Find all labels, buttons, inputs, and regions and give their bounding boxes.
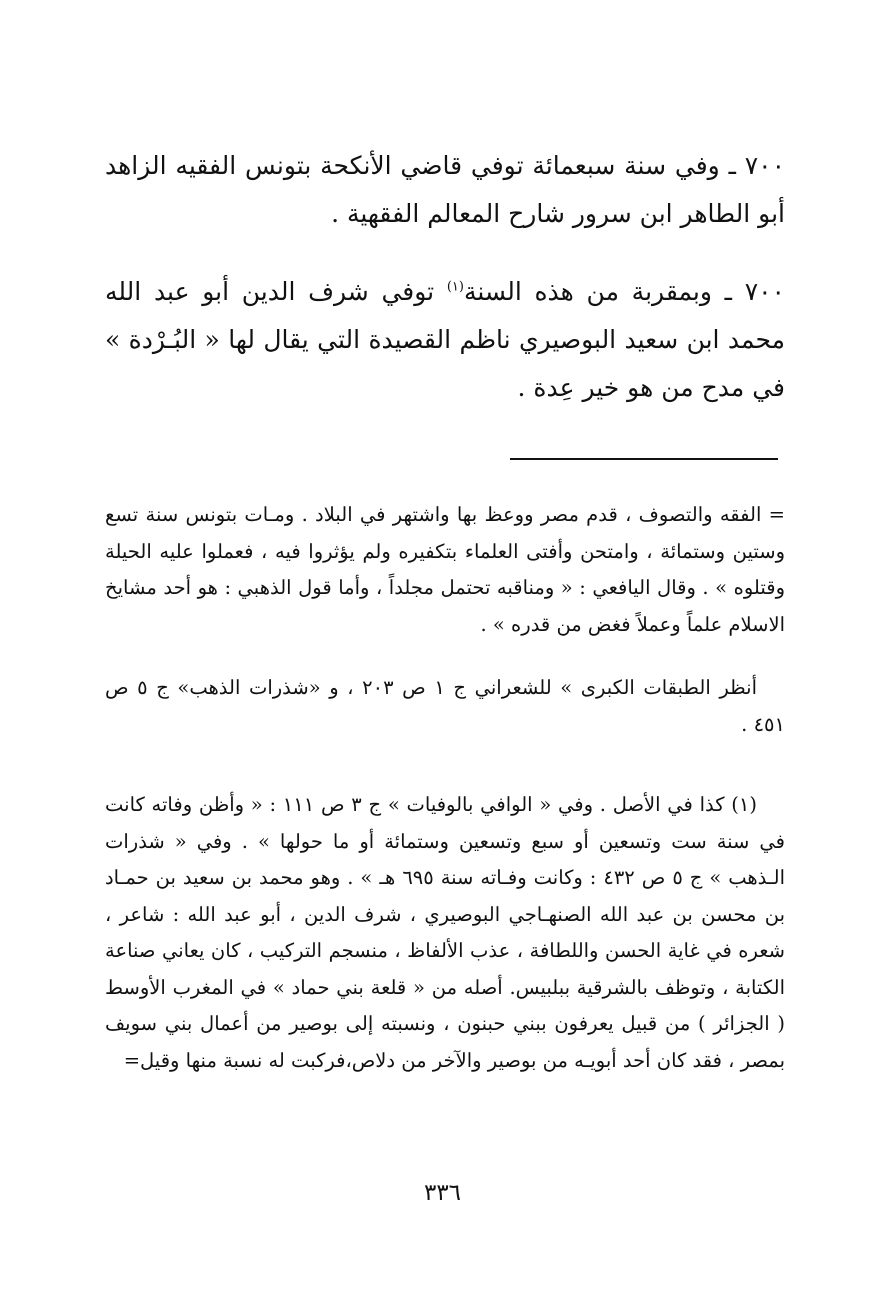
footnote-marker: (١) [446,279,464,295]
page-number: ٣٣٦ [423,1180,462,1206]
entry-number: ٧٠٠ [744,277,785,306]
footnote-1-text: (١) كذا في الأصل . وفي « الوافي بالوفيات » ج ٣ ص ١١١ : « وأظن وفاته كانت في سنة ست وتسعين أو سبع وتسعين وستمائة أو ما حولها » . وفي « شذرات الـذهب » ج ٥ ص ٤٣٢ : وكانت وفـاته سنة ٦٩٥ هـ » . وهو محمد بن سعيد بن حمـاد بن محسن بن عبد الله الصنهـاجي البوصيري ، شرف الدين ، أبو عبد الله : شاعر ، شعره في غاية الحسن واللطافة ، عذب الألفاظ ، منسجم التركيب ، كان يعاني صناعة الكتابة ، وتوظف بالشرقية ببلبيس. أصله من « قلعة بني حماد » في المغرب الأوسط ( الجزائر ) من قبيل يعرفون ببني حبنون ، ونسبته إلى بوصير من أعمال بني سويف بمصر ، فقد كان أحد أبويـه من بوصير والآخر من دلاص،فركبت له نسبة منها وقيل= [105,793,785,1072]
entry-text-after-note: توفي شرف الدين أبو عبد الله محمد ابن سعيد البوصيري ناظم القصيدة التي يقال لها « البُـرْدة » في مدح من هو خير عِدة . [105,277,785,402]
entry-700-second [105,268,785,412]
entry-text: وفي سنة سبعمائة توفي قاضي الأنكحة بتونس الفقيه الزاهد أبو الطاهر ابن سرور شارح المعالم الفقهية . [105,151,785,228]
footnote-separator [510,458,778,460]
entry-number: ٧٠٠ [744,151,786,180]
footnote-reference [105,670,785,743]
entry-paragraph [105,268,785,412]
entry-dash: ـ [728,151,736,180]
footnote-reference-text: أنظر الطبقات الكبرى » للشعراني ج ١ ص ٢٠٣ ، و «شذرات الذهب» ج ٥ ص ٤٥١ . [105,676,785,736]
entry-paragraph [105,142,785,238]
entry-text-before-note: وبمقربة من هذه السنة [463,277,712,306]
footnote-1 [105,787,785,1079]
entry-dash: ـ [724,277,732,306]
entry-700-first [105,142,785,238]
footnote-continuation [105,497,785,643]
footnote-continuation-text: = الفقه والتصوف ، قدم مصر ووعظ بها واشتهر في البلاد . ومـات بتونس سنة تسع وستين وستمائة ، وامتحن وأفتى العلماء بتكفيره ولم يؤثروا فيه ، فعملوا عليه الحيلة وقتلوه » . وقال اليافعي : « ومناقبه تحتمل مجلداً ، وأما قول الذهبي : هو أحد مشايخ الاسلام علماً وعملاً فغض من قدره » . [105,503,785,636]
